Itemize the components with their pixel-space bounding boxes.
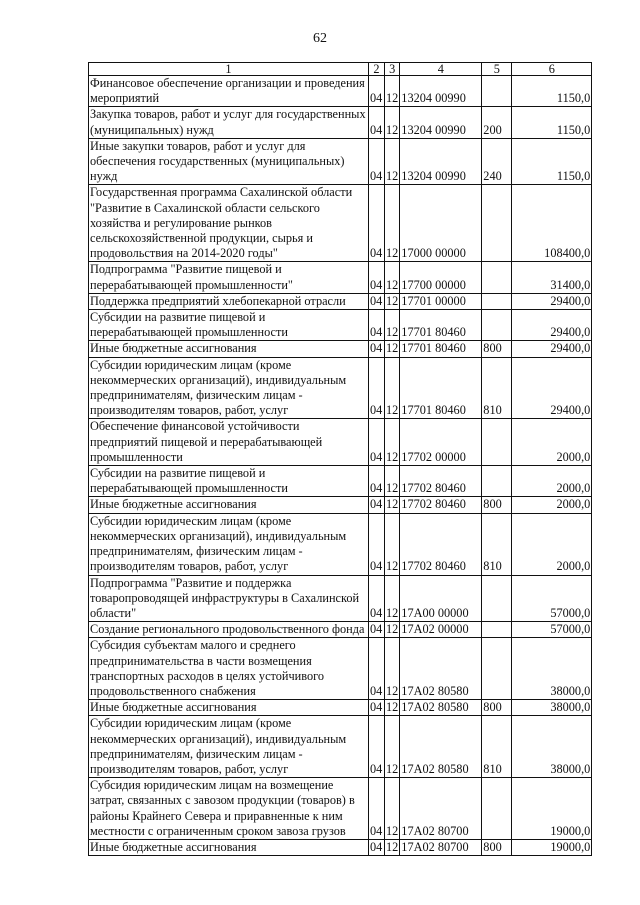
table-row — [89, 138, 592, 185]
row-name-cell: Субсидия юридическим лицам на возмещение затрат, связанных с завозом продукции (товаров) в районы Крайнего Севера и приравненные к ним местности с ограниченным сроком завоза грузов — [89, 778, 369, 840]
column-header: 3 — [385, 63, 400, 76]
row-section-cell: 04 — [369, 138, 385, 185]
row-subsection-cell: 12 — [385, 575, 400, 622]
row-target-code-cell: 17А02 00000 — [400, 622, 482, 638]
row-name-cell: Субсидии юридическим лицам (кроме некоммерческих организаций), индивидуальным предпринимателям, физическим лицам - производителям товаров, работ, услуг — [89, 716, 369, 778]
row-expense-type-cell — [482, 638, 512, 700]
row-name-cell: Обеспечение финансовой устойчивости предприятий пищевой и перерабатывающей промышленности — [89, 419, 369, 466]
row-subsection-cell: 12 — [386, 293, 399, 308]
row-expense-type-cell — [482, 622, 512, 638]
row-expense-type-cell: 800 — [482, 700, 512, 716]
table-row — [89, 497, 592, 513]
table-row — [89, 310, 592, 341]
row-name-cell: Государственная программа Сахалинской области "Развитие в Сахалинской области сельского хозяйства и регулирование рынков сельскохозяйственной продукции, сырья и продовольствия на 2014-2020 годы" — [89, 185, 369, 262]
table-row — [89, 638, 592, 700]
row-target-code-cell: 17А02 80580 — [400, 716, 482, 778]
row-target-code-cell: 13204 00990 — [400, 76, 482, 107]
row-subsection-cell: 12 — [386, 700, 399, 715]
row-subsection-cell: 12 — [385, 138, 400, 185]
row-subsection-cell: 12 — [385, 638, 400, 700]
row-subsection-cell: 12 — [386, 839, 399, 854]
row-amount-cell: 1150,0 — [512, 76, 592, 107]
row-subsection-cell: 12 — [385, 716, 400, 778]
table-row — [89, 293, 592, 309]
row-name-cell: Иные закупки товаров, работ и услуг для обеспечения государственных (муниципальных) нужд — [89, 138, 369, 185]
column-header: 2 — [369, 63, 385, 76]
row-amount-cell: 2000,0 — [512, 497, 592, 513]
row-section-cell: 04 — [369, 622, 385, 638]
row-amount-cell: 38000,0 — [512, 716, 592, 778]
row-name-cell: Иные бюджетные ассигнования — [89, 839, 369, 855]
row-name-cell: Подпрограмма "Развитие и поддержка товаропроводящей инфраструктуры в Сахалинской области" — [89, 575, 369, 622]
row-amount-cell: 29400,0 — [512, 341, 592, 357]
row-target-code-cell: 17702 80460 — [400, 497, 482, 513]
row-amount-cell: 57000,0 — [512, 622, 592, 638]
row-subsection-cell: 12 — [385, 262, 400, 293]
row-expense-type-cell: 240 — [482, 138, 512, 185]
row-target-code-cell: 17А02 80700 — [400, 839, 482, 855]
row-name-cell: Поддержка предприятий хлебопекарной отрасли — [89, 293, 369, 309]
row-amount-cell: 19000,0 — [512, 778, 592, 840]
row-amount-cell: 19000,0 — [512, 839, 592, 855]
row-section-cell: 04 — [369, 638, 385, 700]
row-amount-cell: 31400,0 — [512, 262, 592, 293]
row-section-cell: 04 — [369, 575, 385, 622]
row-section-cell: 04 — [369, 419, 385, 466]
row-expense-type-cell: 810 — [482, 357, 512, 419]
row-section-cell: 04 — [369, 341, 385, 357]
row-section-cell: 04 — [369, 497, 385, 513]
table-row — [89, 575, 592, 622]
row-expense-type-cell — [482, 575, 512, 622]
row-expense-type-cell: 810 — [482, 716, 512, 778]
row-target-code-cell: 17702 80460 — [400, 513, 482, 575]
row-subsection-cell: 12 — [385, 310, 400, 341]
row-amount-cell: 2000,0 — [512, 466, 592, 497]
row-amount-cell: 29400,0 — [512, 310, 592, 341]
row-name-cell: Субсидии на развитие пищевой и перерабатывающей промышленности — [89, 466, 369, 497]
row-expense-type-cell: 800 — [482, 341, 512, 357]
row-name-cell: Субсидия субъектам малого и среднего предпринимательства в части возмещения транспортных расходов в целях устойчивого продовольственного снабжения — [89, 638, 369, 700]
row-amount-cell: 1150,0 — [512, 138, 592, 185]
table-row — [89, 716, 592, 778]
table-row — [89, 622, 592, 638]
table-row — [89, 76, 592, 107]
table-row — [89, 107, 592, 138]
row-section-cell: 04 — [369, 262, 385, 293]
row-name-cell: Закупка товаров, работ и услуг для государственных (муниципальных) нужд — [89, 107, 369, 138]
row-target-code-cell: 17А02 80580 — [400, 700, 482, 716]
row-subsection-cell: 12 — [385, 185, 400, 262]
row-target-code-cell: 17000 00000 — [400, 185, 482, 262]
row-target-code-cell: 17А00 00000 — [400, 575, 482, 622]
row-amount-cell: 2000,0 — [512, 513, 592, 575]
row-amount-cell: 38000,0 — [512, 700, 592, 716]
row-section-cell: 04 — [369, 778, 385, 840]
row-expense-type-cell: 800 — [482, 839, 512, 855]
row-name-cell: Создание регионального продовольственного фонда — [89, 622, 369, 638]
row-section-cell: 04 — [369, 716, 385, 778]
row-target-code-cell: 17701 00000 — [400, 293, 482, 309]
row-amount-cell: 2000,0 — [512, 419, 592, 466]
row-target-code-cell: 17701 80460 — [400, 310, 482, 341]
row-section-cell: 04 — [369, 700, 385, 716]
row-subsection-cell: 12 — [385, 357, 400, 419]
row-section-cell: 04 — [369, 466, 385, 497]
table-row — [89, 513, 592, 575]
row-target-code-cell: 17700 00000 — [400, 262, 482, 293]
row-subsection-cell: 12 — [386, 341, 399, 356]
row-name-cell: Иные бюджетные ассигнования — [89, 497, 369, 513]
row-section-cell: 04 — [369, 76, 385, 107]
row-name-cell: Иные бюджетные ассигнования — [89, 341, 369, 357]
row-amount-cell: 29400,0 — [512, 357, 592, 419]
row-expense-type-cell — [482, 293, 512, 309]
table-row — [89, 839, 592, 855]
row-expense-type-cell — [482, 310, 512, 341]
table-body — [89, 63, 592, 856]
table-row — [89, 341, 592, 357]
row-target-code-cell: 17А02 80700 — [400, 778, 482, 840]
row-target-code-cell: 13204 00990 — [400, 138, 482, 185]
row-expense-type-cell — [482, 76, 512, 107]
row-target-code-cell: 13204 00990 — [400, 107, 482, 138]
table-row — [89, 778, 592, 840]
row-expense-type-cell: 800 — [482, 497, 512, 513]
table-row — [89, 185, 592, 262]
page-number: 62 — [313, 31, 327, 46]
table-row — [89, 419, 592, 466]
row-target-code-cell: 17А02 80580 — [400, 638, 482, 700]
row-name-cell: Иные бюджетные ассигнования — [89, 700, 369, 716]
row-subsection-cell: 12 — [385, 419, 400, 466]
row-section-cell: 04 — [369, 185, 385, 262]
row-name-cell: Субсидии на развитие пищевой и перерабатывающей промышленности — [89, 310, 369, 341]
row-subsection-cell: 12 — [385, 778, 400, 840]
row-expense-type-cell — [482, 419, 512, 466]
row-expense-type-cell — [482, 262, 512, 293]
row-expense-type-cell: 810 — [482, 513, 512, 575]
row-expense-type-cell — [482, 185, 512, 262]
row-subsection-cell: 12 — [386, 622, 399, 637]
row-amount-cell: 1150,0 — [512, 107, 592, 138]
row-section-cell: 04 — [369, 310, 385, 341]
row-target-code-cell: 17701 80460 — [400, 357, 482, 419]
row-subsection-cell: 12 — [385, 513, 400, 575]
row-expense-type-cell — [482, 466, 512, 497]
row-expense-type-cell: 200 — [482, 107, 512, 138]
row-section-cell: 04 — [369, 839, 385, 855]
column-header: 5 — [482, 63, 512, 76]
column-header: 4 — [400, 63, 482, 76]
row-amount-cell: 108400,0 — [512, 185, 592, 262]
row-target-code-cell: 17702 80460 — [400, 466, 482, 497]
row-name-cell: Субсидии юридическим лицам (кроме некоммерческих организаций), индивидуальным предпринимателям, физическим лицам - производителям товаров, работ, услуг — [89, 513, 369, 575]
row-section-cell: 04 — [369, 293, 385, 309]
row-name-cell: Финансовое обеспечение организации и проведения мероприятий — [89, 76, 369, 107]
table-row — [89, 262, 592, 293]
row-name-cell: Субсидии юридическим лицам (кроме некоммерческих организаций), индивидуальным предпринимателям, физическим лицам - производителям товаров, работ, услуг — [89, 357, 369, 419]
row-amount-cell: 57000,0 — [512, 575, 592, 622]
row-amount-cell: 29400,0 — [512, 293, 592, 309]
row-name-cell: Подпрограмма "Развитие пищевой и перерабатывающей промышленности" — [89, 262, 369, 293]
row-subsection-cell: 12 — [385, 107, 400, 138]
column-header: 1 — [89, 63, 369, 76]
table-row — [89, 357, 592, 419]
row-section-cell: 04 — [369, 357, 385, 419]
row-expense-type-cell — [482, 778, 512, 840]
row-subsection-cell: 12 — [385, 466, 400, 497]
row-target-code-cell: 17701 80460 — [400, 341, 482, 357]
column-header: 6 — [512, 63, 592, 76]
table-header-row — [89, 63, 592, 76]
row-subsection-cell: 12 — [385, 76, 400, 107]
row-subsection-cell: 12 — [386, 497, 399, 512]
row-amount-cell: 38000,0 — [512, 638, 592, 700]
row-target-code-cell: 17702 00000 — [400, 419, 482, 466]
row-section-cell: 04 — [369, 107, 385, 138]
table-row — [89, 700, 592, 716]
row-section-cell: 04 — [369, 513, 385, 575]
table-row — [89, 466, 592, 497]
budget-table — [88, 62, 592, 856]
